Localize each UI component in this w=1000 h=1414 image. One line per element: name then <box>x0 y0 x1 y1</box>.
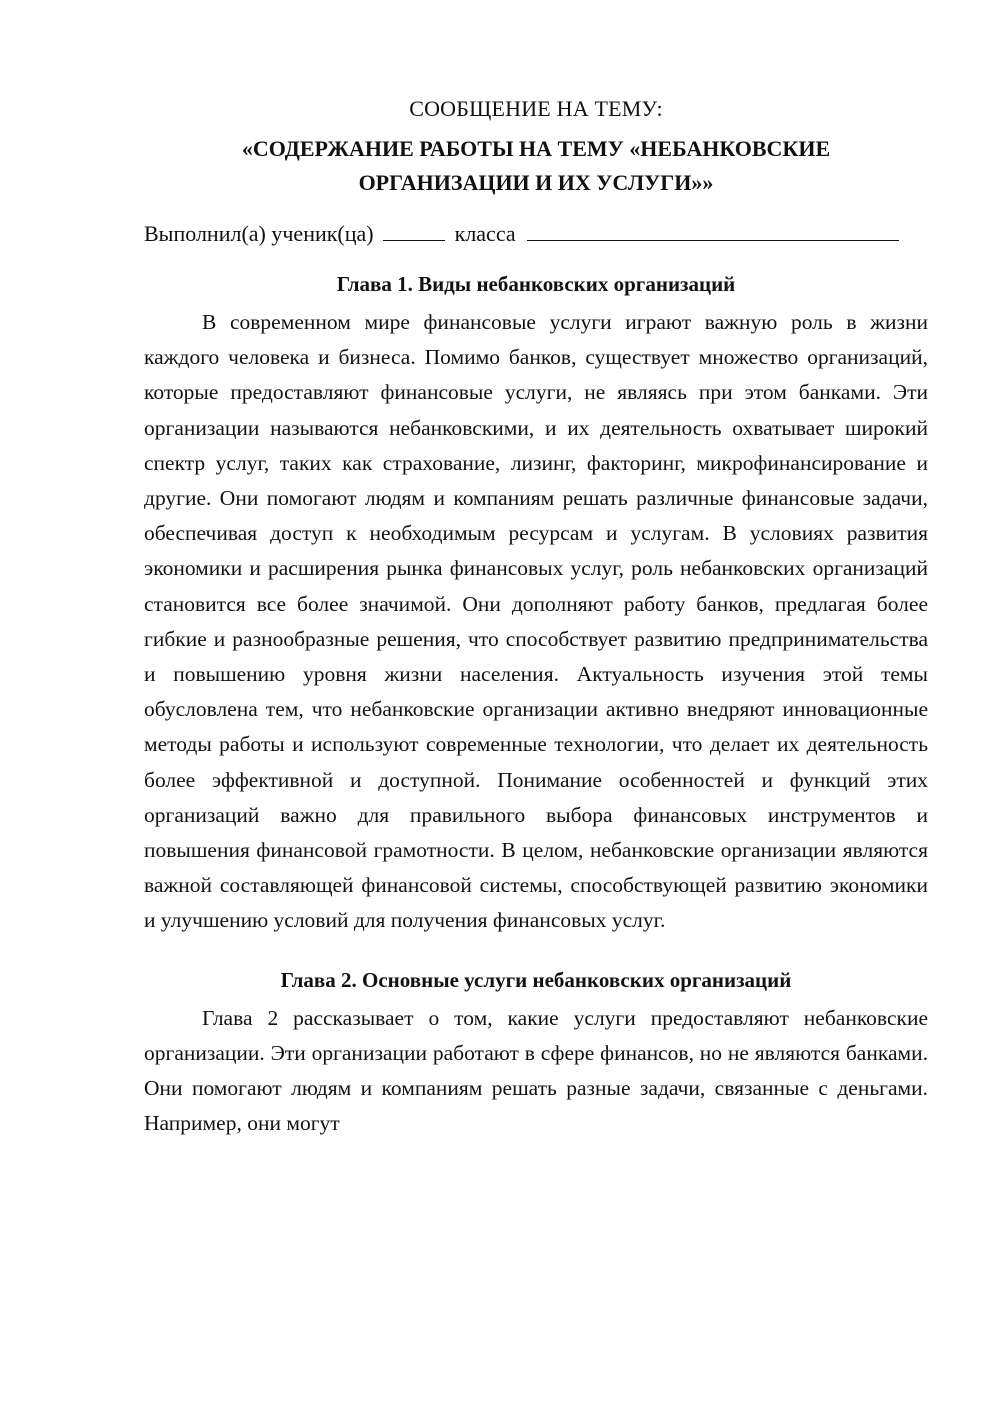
author-line <box>144 217 928 251</box>
chapter-2-text: Глава 2 рассказывает о том, какие услуги предоставляют небанковские организации. Эти организации работают в сфере финансов, но не являются банками. Они помогают людям и компаниям решать разные задачи, связанные с деньгами. Например, они могут <box>144 1005 928 1136</box>
chapter-1-heading: Глава 1. Виды небанковских организаций <box>336 272 736 296</box>
class-blank[interactable] <box>383 220 445 241</box>
document-header: СООБЩЕНИЕ НА ТЕМУ: <box>409 96 663 121</box>
name-blank[interactable] <box>527 220 899 241</box>
chapter-2-heading: Глава 2. Основные услуги небанковских организаций <box>280 967 792 992</box>
author-prefix: Выполнил(а) ученик(ца) <box>144 221 374 246</box>
chapter-1-text: В современном мире финансовые услуги играют важную роль в жизни каждого человека и бизнеса. Помимо банков, существует множество организаций, которые предоставляют финансовые услуги, не являясь при этом банками. Эти организации называются небанковскими, и их деятельность охватывает широкий спектр услуг, таких как страхование, лизинг, факторинг, микрофинансирование и другие. Они помогают людям и компаниям решать различные финансовые задачи, обеспечивая доступ к необходимым ресурсам и услугам. В условиях развития экономики и расширения рынка финансовых услуг, роль небанковских организаций становится все более значимой. Они дополняют работу банков, предлагая более гибкие и разнообразные решения, что способствует развитию предпринимательства и повышению уровня жизни населения. Актуальность изучения этой темы обусловлена тем, что небанковские организации активно внедряют инновационные методы работы и используют современные технологии, что делает их деятельность более эффективной и доступной. Понимание особенностей и функций этих организаций важно для правильного выбора финансовых инструментов и повышения финансовой грамотности. В целом, небанковские организации являются важной составляющей финансовой системы, способствующей развитию экономики и улучшению условий для получения финансовых услуг. <box>144 310 928 933</box>
author-class-label: класса <box>454 221 516 246</box>
document-page <box>144 92 928 1141</box>
document-title: «СОДЕРЖАНИЕ РАБОТЫ НА ТЕМУ «НЕБАНКОВСКИЕ ОРГАНИЗАЦИИ И ИХ УСЛУГИ»» <box>241 136 831 195</box>
